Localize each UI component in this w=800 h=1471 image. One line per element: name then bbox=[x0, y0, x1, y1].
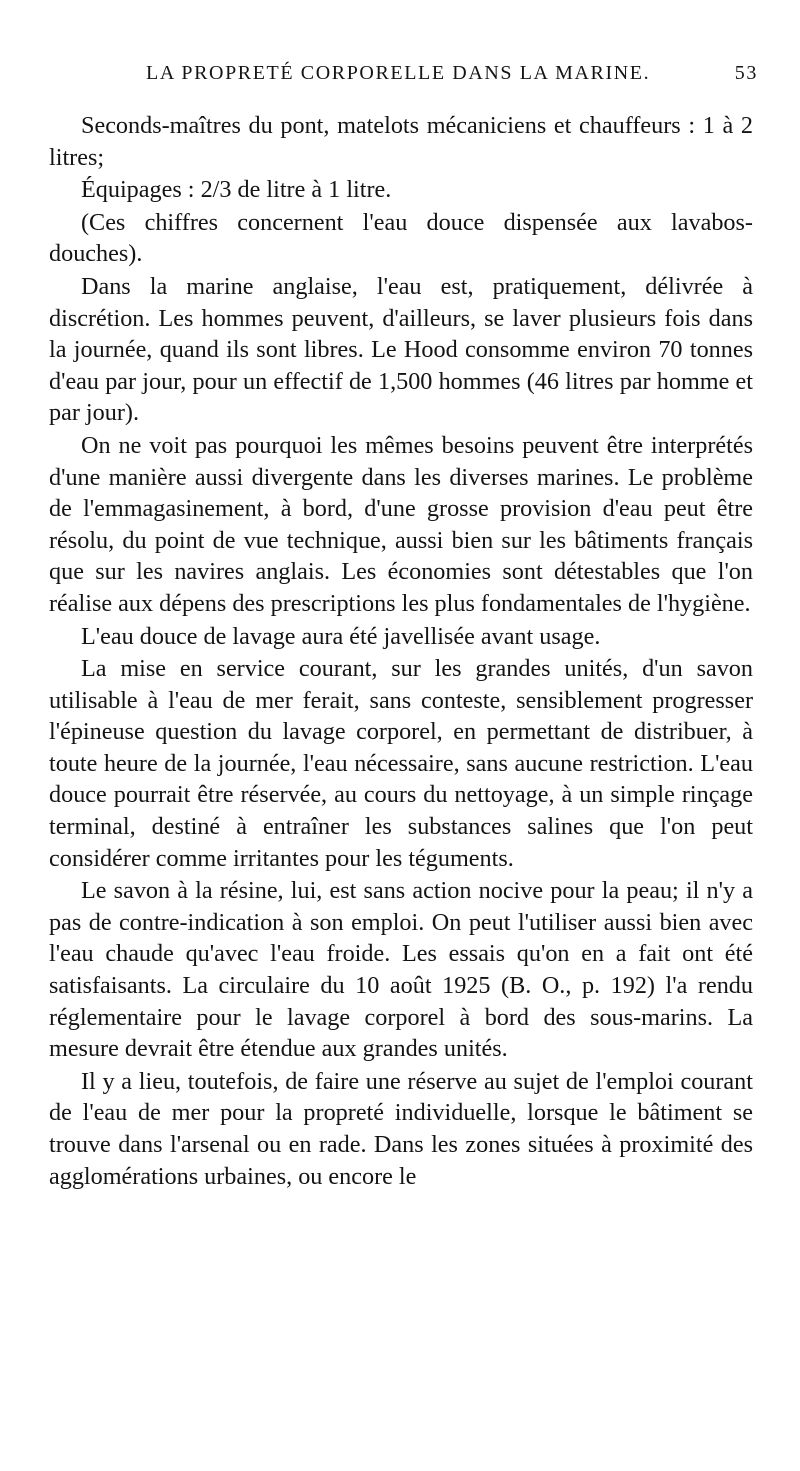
paragraph-3: (Ces chiffres concernent l'eau douce dispensée aux lavabos-douches). bbox=[49, 208, 753, 268]
page-number: 53 bbox=[734, 62, 758, 84]
running-title: LA PROPRETÉ CORPORELLE DANS LA MARINE. bbox=[146, 62, 651, 84]
paragraph-6: L'eau douce de lavage aura été javellisée avant usage. bbox=[81, 622, 601, 650]
paragraph-9: Il y a lieu, toutefois, de faire une réserve au sujet de l'emploi courant de l'eau de mer pour la propreté individuelle, lorsque le bâtiment se trouve dans l'arsenal ou en rade. Dans les zones situées à proximité des agglomérations urbaines, ou encore le bbox=[49, 1067, 753, 1190]
page-header bbox=[50, 58, 766, 94]
paragraph-8: Le savon à la résine, lui, est sans action nocive pour la peau; il n'y a pas de contre-indication à son emploi. On peut l'utiliser aussi bien avec l'eau chaude qu'avec l'eau froide. Les essais qu'on en a fait ont été satisfaisants. La circulaire du 10 août 1925 (B. O., p. 192) l'a rendu réglementaire pour le lavage corporel à bord des sous-marins. La mesure devrait être étendue aux grandes unités. bbox=[49, 877, 753, 1063]
paragraph-2: Équipages : 2/3 de litre à 1 litre. bbox=[81, 176, 392, 204]
paragraph-5: On ne voit pas pourquoi les mêmes besoins peuvent être interprétés d'une manière aussi divergente dans les diverses marines. Le problème de l'emmagasinement, à bord, d'une grosse provision d'eau peut être résolu, du point de vue technique, aussi bien sur les bâtiments français que sur les navires anglais. Les économies sont détestables que l'on réalise aux dépens des prescriptions les plus fondamentales de l'hygiène. bbox=[49, 431, 753, 617]
paragraph-1: Seconds-maîtres du pont, matelots mécaniciens et chauffeurs : 1 à 2 litres; bbox=[49, 112, 753, 171]
paragraph-7: La mise en service courant, sur les grandes unités, d'un savon utilisable à l'eau de mer ferait, sans conteste, sensiblement progresser l'épineuse question du lavage corporel, en permettant de distribuer, à toute heure de la journée, l'eau nécessaire, sans aucune restriction. L'eau douce pourrait être réservée, au cours du nettoyage, à un simple rinçage terminal, destiné à entraîner les substances salines que l'on peut considérer comme irritantes pour les téguments. bbox=[49, 655, 753, 872]
paragraph-4: Dans la marine anglaise, l'eau est, pratiquement, délivrée à discrétion. Les hommes peuvent, d'ailleurs, se laver plusieurs fois dans la journée, quand ils sont libres. Le Hood consomme environ 70 tonnes d'eau par jour, pour un effectif de 1,500 hommes (46 litres par homme et par jour). bbox=[49, 272, 753, 427]
body-text bbox=[49, 110, 753, 1192]
